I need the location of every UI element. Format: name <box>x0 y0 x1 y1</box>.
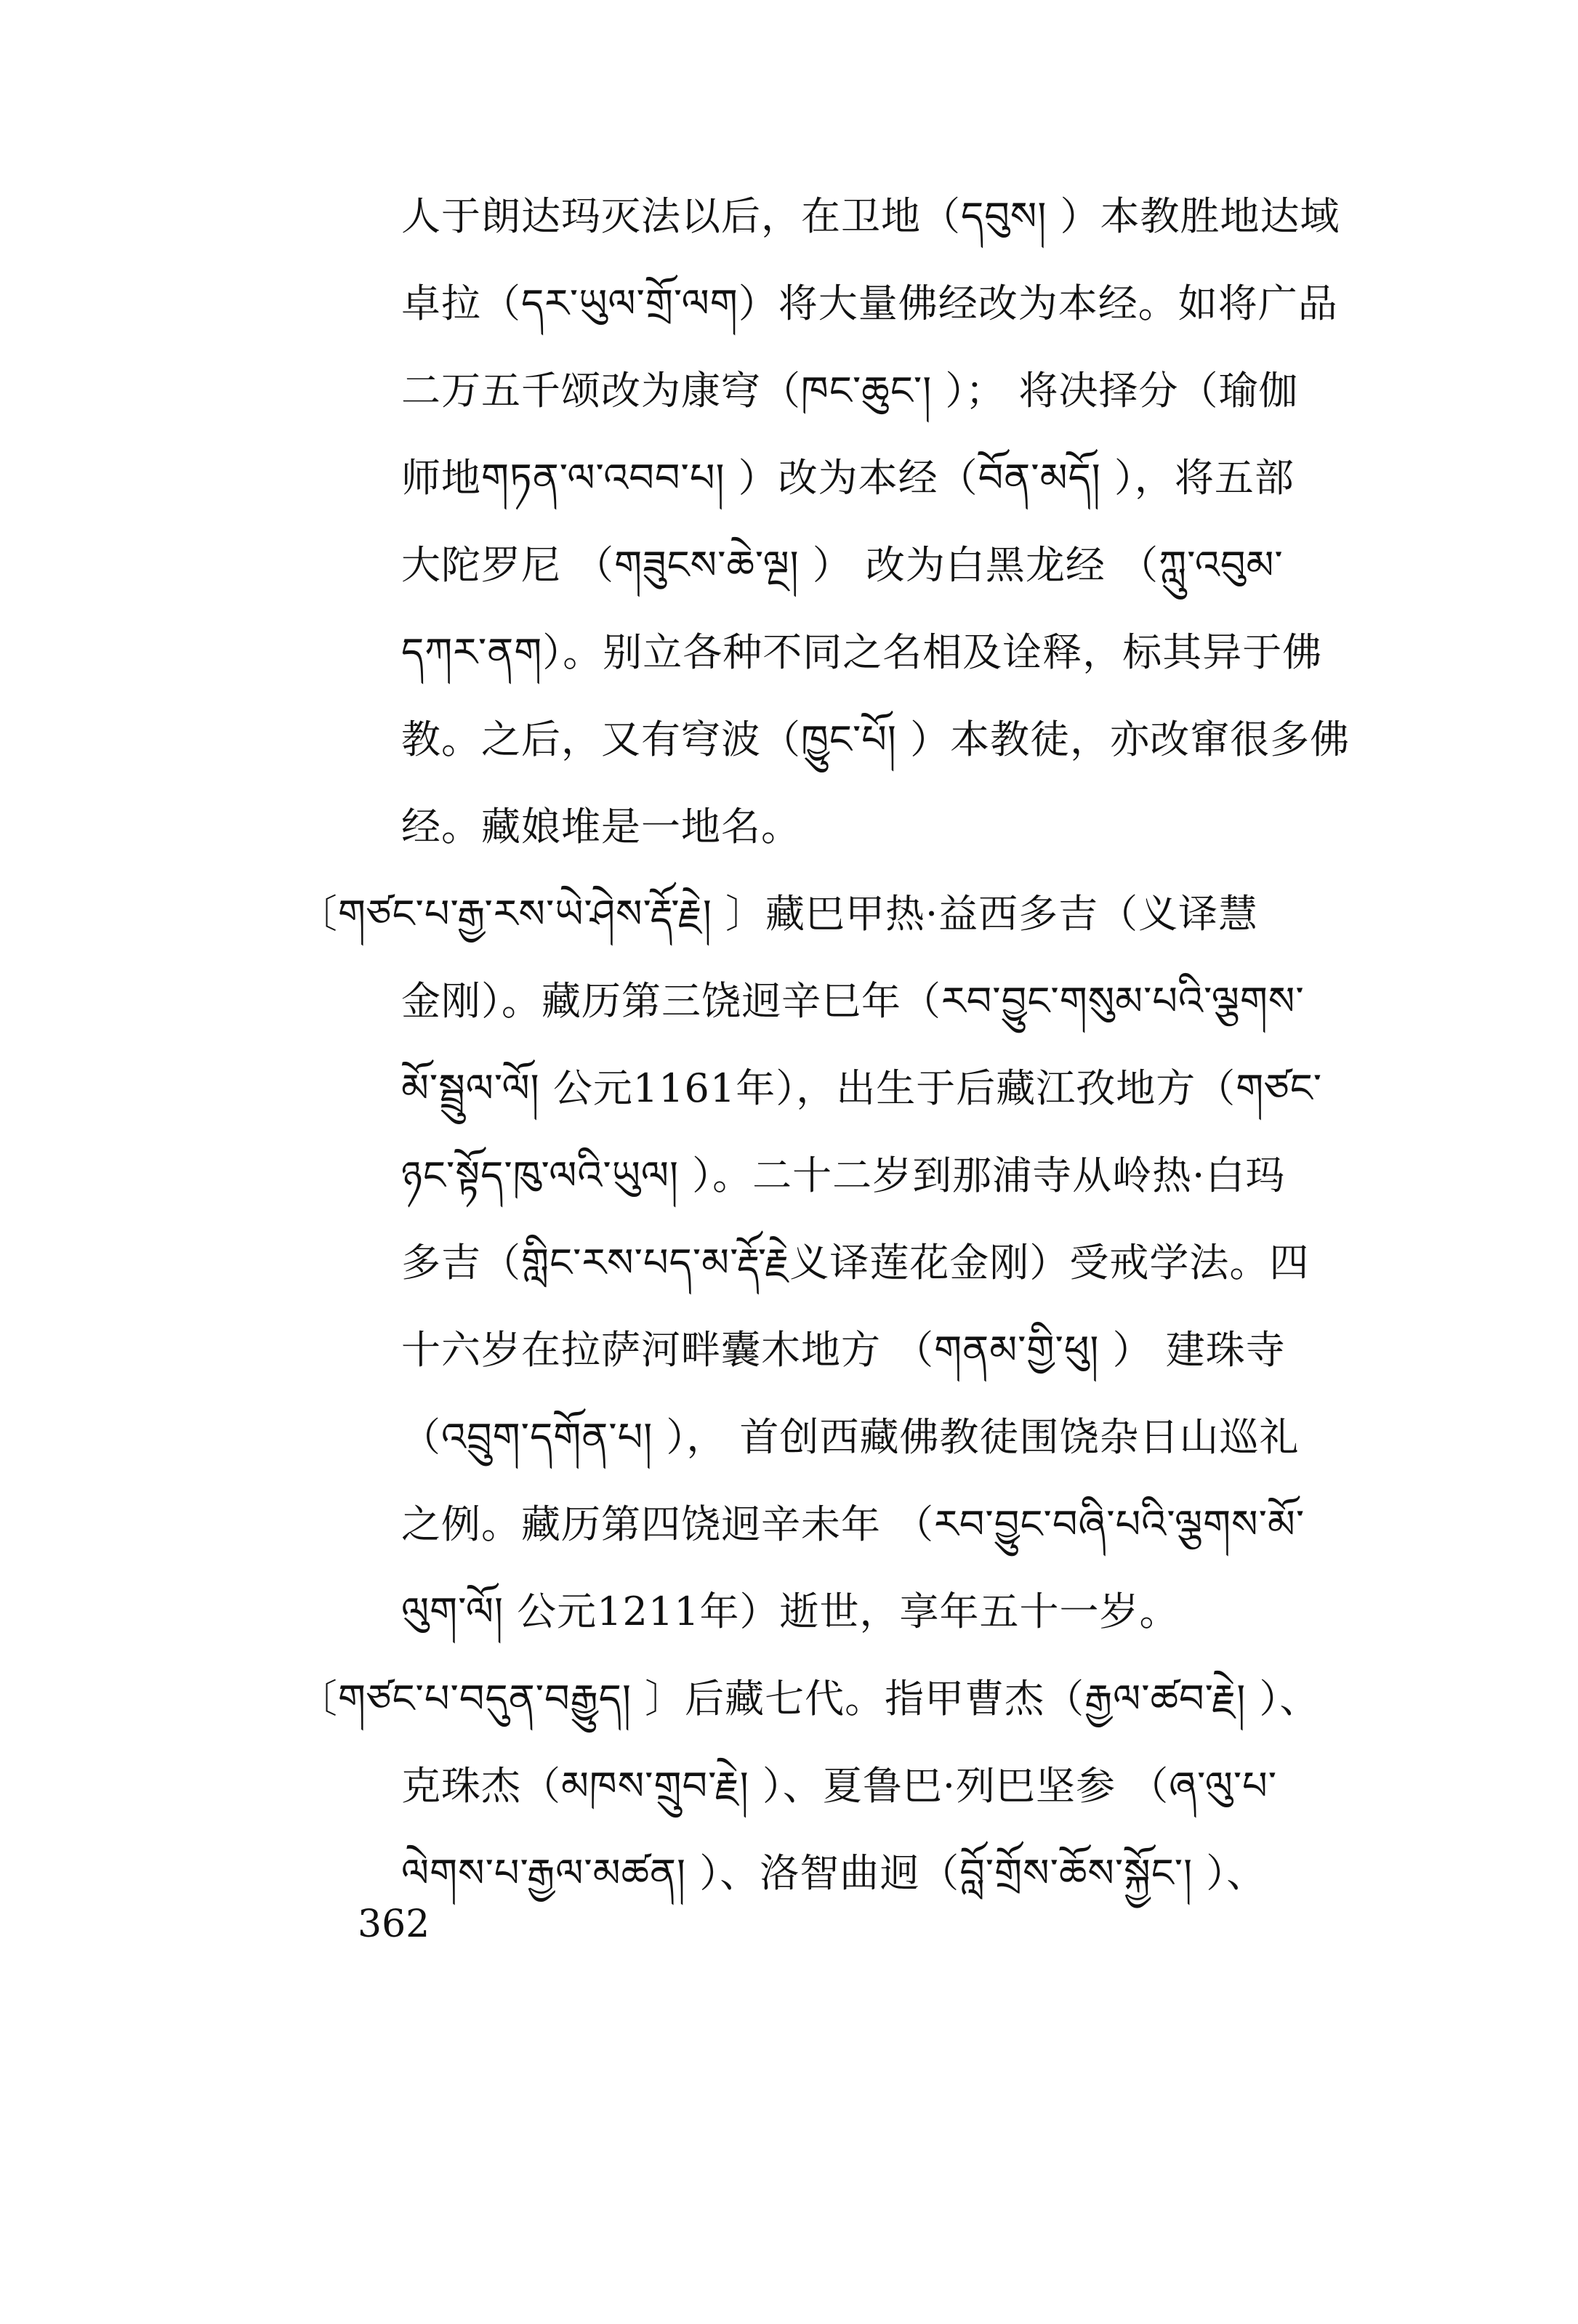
text-line: 金刚）。藏历第三饶迥辛巳年（རབ་བྱུང་གསུམ་པའི་ལྕགས་ <box>401 978 1305 1024</box>
text-line: 教。之后，又有穹波（ཁྱུང་པོ། ）本教徒，亦改窜很多佛 <box>401 717 1350 762</box>
text-line: 师地གཏན་ལ་འབབ་པ། ）改为本经（བོན་མདོ། ），将五部 <box>401 455 1295 501</box>
text-line: 之例。藏历第四饶迥辛未年 （རབ་བྱུང་བཞི་པའི་ལྕགས་མོ་ <box>401 1501 1305 1547</box>
text-line: མོ་སྦྲུལ་ལོ། 公元1161年），出生于后藏江孜地方（གཙང་ <box>401 1065 1323 1111</box>
entry-heading-line: 〔གཙང་པ་བདུན་བརྒྱུད། 〕后藏七代。指甲曹杰（རྒྱལ་ཚབ་རྗེ། ）、 <box>298 1676 1320 1722</box>
text-line: 大陀罗尼 （གཟུངས་ཆེ་ལྔ། ） 改为白黑龙经 （ཀླུ་འབུམ་ <box>401 542 1284 588</box>
text-line: 人于朗达玛灭法以后，在卫地（དབུས། ）本教胜地达域 <box>401 193 1340 239</box>
text-line: （འབྲུག་དགོན་པ། ）， 首创西藏佛教徒围饶杂日山巡礼 <box>401 1414 1300 1460</box>
text-line: 克珠杰（མཁས་གྲུབ་རྗེ། ）、夏鲁巴·列巴坚参 （ཞ་ལུ་པ་ <box>401 1763 1278 1809</box>
text-line: 卓拉（དར་ཡུལ་གྲོ་ལག）将大量佛经改为本经。如将广品 <box>401 281 1338 326</box>
page-number: 362 <box>358 1903 430 1946</box>
text-line: 二万五千颂改为康穹（ཁང་ཆུང་། ）； 将决择分（瑜伽 <box>401 368 1299 413</box>
text-line: དཀར་ནག）。别立各种不同之名相及诠释，标其异于佛 <box>401 629 1323 675</box>
text-line: ལེགས་པ་རྒྱལ་མཚན། ）、洛智曲迥（བློ་གྲོས་ཆོས་སྐྱོང་། ）、 <box>401 1850 1267 1896</box>
text-line: 多吉（གླིང་རས་པད་མ་རྡོ་རྗེ义译莲花金刚）受戒学法。四 <box>401 1240 1310 1286</box>
text-line: ཉང་སྟོད་ཁུ་ལའི་ཡུལ། ）。二十二岁到那浦寺从岭热·白玛 <box>401 1153 1286 1198</box>
text-line: 十六岁在拉萨河畔囊木地方 （གནམ་གྱི་ཕུ། ） 建珠寺 <box>401 1327 1286 1373</box>
text-line: ལུག་ལོ། 公元1211年）逝世，享年五十一岁。 <box>401 1589 1180 1634</box>
entry-heading-line: 〔གཙང་པ་རྒྱ་རས་ཡེ་ཤེས་རྡོ་རྗེ། 〕藏巴甲热·益西多吉（义译慧 <box>298 891 1259 937</box>
text-line: 经。藏娘堆是一地名。 <box>401 804 801 850</box>
